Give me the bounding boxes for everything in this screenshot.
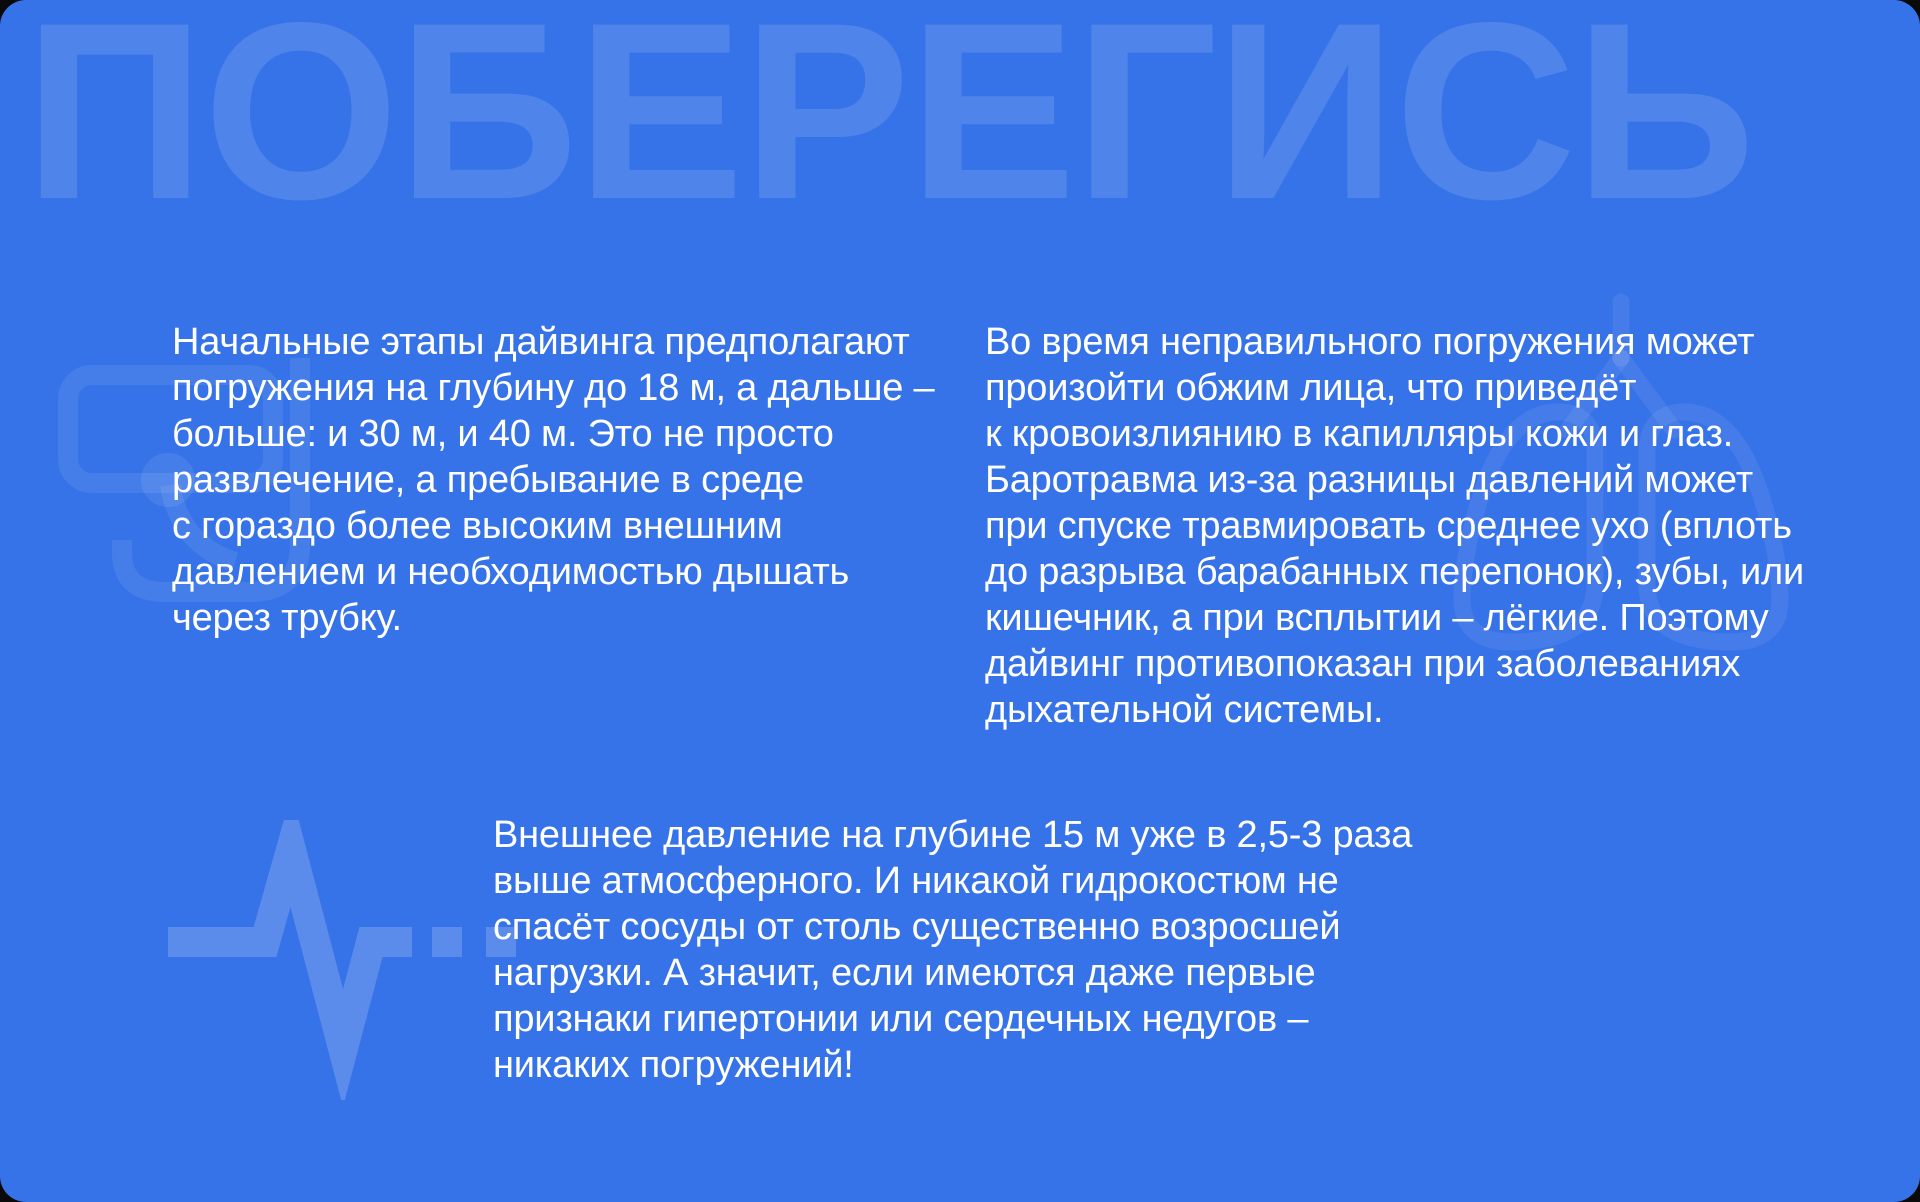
text-line: давлением и необходимостью дышать bbox=[172, 551, 850, 593]
text-line: через трубку. bbox=[172, 597, 402, 639]
paragraph-pressure-warning bbox=[493, 812, 1412, 1088]
text-line: до разрыва барабанных перепонок), зубы, или bbox=[985, 551, 1805, 593]
watermark-title: ПОБЕРЕГИСЬ bbox=[24, 0, 1754, 252]
text-line: погружения на глубину до 18 м, а дальше – bbox=[172, 367, 935, 409]
text-line: выше атмосферного. И никакой гидрокостюм не bbox=[493, 860, 1339, 902]
text-line: Начальные этапы дайвинга предполагают bbox=[172, 321, 910, 363]
text-line: больше: и 30 м, и 40 м. Это не просто bbox=[172, 413, 834, 455]
text-line: дайвинг противопоказан при заболеваниях bbox=[985, 643, 1741, 685]
text-line: Во время неправильного погружения может bbox=[985, 321, 1755, 363]
paragraph-barotrauma bbox=[985, 319, 1804, 733]
text-line: кишечник, а при всплытии – лёгкие. Поэтому bbox=[985, 597, 1769, 639]
text-line: нагрузки. А значит, если имеются даже первые bbox=[493, 952, 1316, 994]
text-line: дыхательной системы. bbox=[985, 689, 1384, 731]
text-line: спасёт сосуды от столь существенно возросшей bbox=[493, 906, 1341, 948]
text-line: с гораздо более высоким внешним bbox=[172, 505, 783, 547]
text-line: при спуске травмировать среднее ухо (вплоть bbox=[985, 505, 1792, 547]
paragraph-diving-depths bbox=[172, 319, 934, 641]
text-line: развлечение, а пребывание в среде bbox=[172, 459, 804, 501]
text-line: Баротравма из-за разницы давлений может bbox=[985, 459, 1753, 501]
text-line: признаки гипертонии или сердечных недугов – bbox=[493, 998, 1309, 1040]
text-line: к кровоизлиянию в капилляры кожи и глаз. bbox=[985, 413, 1734, 455]
text-line: произойти обжим лица, что приведёт bbox=[985, 367, 1637, 409]
text-line: никаких погружений! bbox=[493, 1044, 854, 1086]
text-line: Внешнее давление на глубине 15 м уже в 2,5-3 раза bbox=[493, 814, 1413, 856]
